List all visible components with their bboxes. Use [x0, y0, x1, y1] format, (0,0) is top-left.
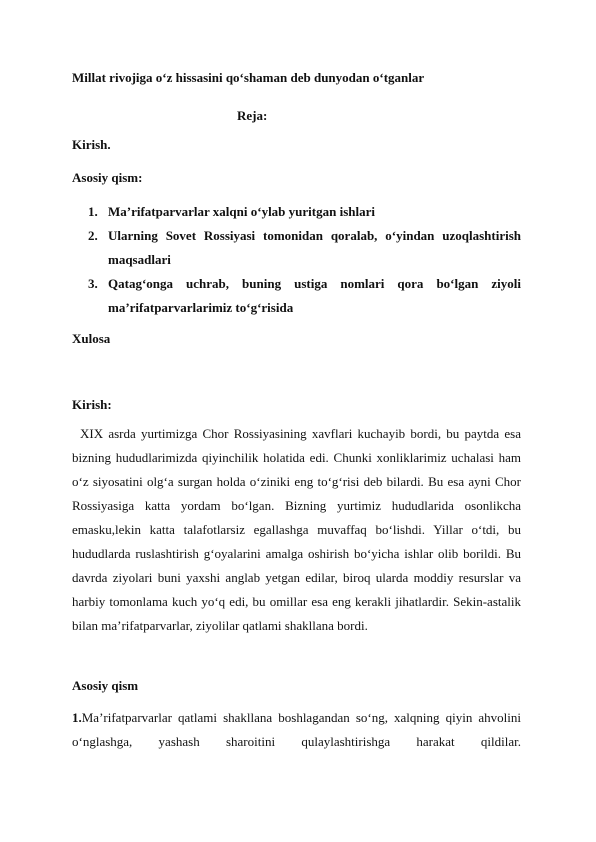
- main-paragraph-number: 1.: [72, 710, 82, 725]
- main-paragraph-text: Ma’rifatparvarlar qatlami shakllana boshlagandan so‘ng, xalqning qiyin ahvolini o‘nglashga, yashash sharoitini qulaylashtirishga harakat qildilar.: [72, 710, 521, 749]
- document-title: Millat rivojiga o‘z hissasini qo‘shaman deb dunyodan o‘tganlar: [72, 70, 425, 85]
- plan-heading: Reja:: [237, 108, 268, 123]
- plan-main-label: Asosiy qism:: [72, 170, 143, 185]
- plan-item-number: 2.: [88, 228, 98, 243]
- intro-heading: Kirish:: [72, 397, 112, 412]
- plan-item-number: 1.: [88, 204, 98, 219]
- plan-item: [88, 272, 521, 320]
- intro-paragraph: XIX asrda yurtimizga Chor Rossiyasining xavflari kuchayib bordi, bu paytda esa bizning hududlarimizda qiyinchilik holatida edi. Chunki xonliklarimiz uchalasi ham o‘z siyosatini olg‘a surgan holda o‘ziniki eng to‘g‘risi deb bilardi. Bu esa ayni Chor Rossiyasiga katta yordam bo‘lgan. Bizning yurtimiz hududlarida osonlikcha emasku,lekin katta talafotlarsiz egallashga muvaffaq bo‘lishdi. Yillar o‘tdi, bu hududlarda ruslashtirish g‘oyalarini amalga oshirish bo‘yicha ishlar olib borildi. Bu davrda ziyolari buni yaxshi anglab yetgan edilar, biroq ularda moddiy resurslar va harbiy tomonlama kuch yo‘q edi, bu omillar esa eng kerakli jihatlardir. Sekin-astalik bilan ma’rifatparvarlar, ziyolilar qatlami shakllana bordi.: [72, 426, 521, 633]
- plan-intro-label: Kirish.: [72, 137, 111, 152]
- main-paragraph: [72, 706, 521, 754]
- plan-item: [88, 200, 521, 224]
- plan-item-text: Ularning Sovet Rossiyasi tomonidan qoralab, o‘yindan uzoqlashtirish maqsadlari: [108, 228, 521, 267]
- conclusion-label: Xulosa: [72, 331, 111, 346]
- plan-item-text: Qatag‘onga uchrab, buning ustiga nomlari qora bo‘lgan ziyoli ma’rifatparvarlarimiz to‘g‘risida: [108, 276, 521, 315]
- plan-item-number: 3.: [88, 276, 98, 291]
- plan-item-text: Ma’rifatparvarlar xalqni o‘ylab yuritgan ishlari: [108, 204, 375, 219]
- plan-list: [88, 200, 521, 320]
- plan-item: [88, 224, 521, 272]
- main-heading: Asosiy qism: [72, 678, 139, 693]
